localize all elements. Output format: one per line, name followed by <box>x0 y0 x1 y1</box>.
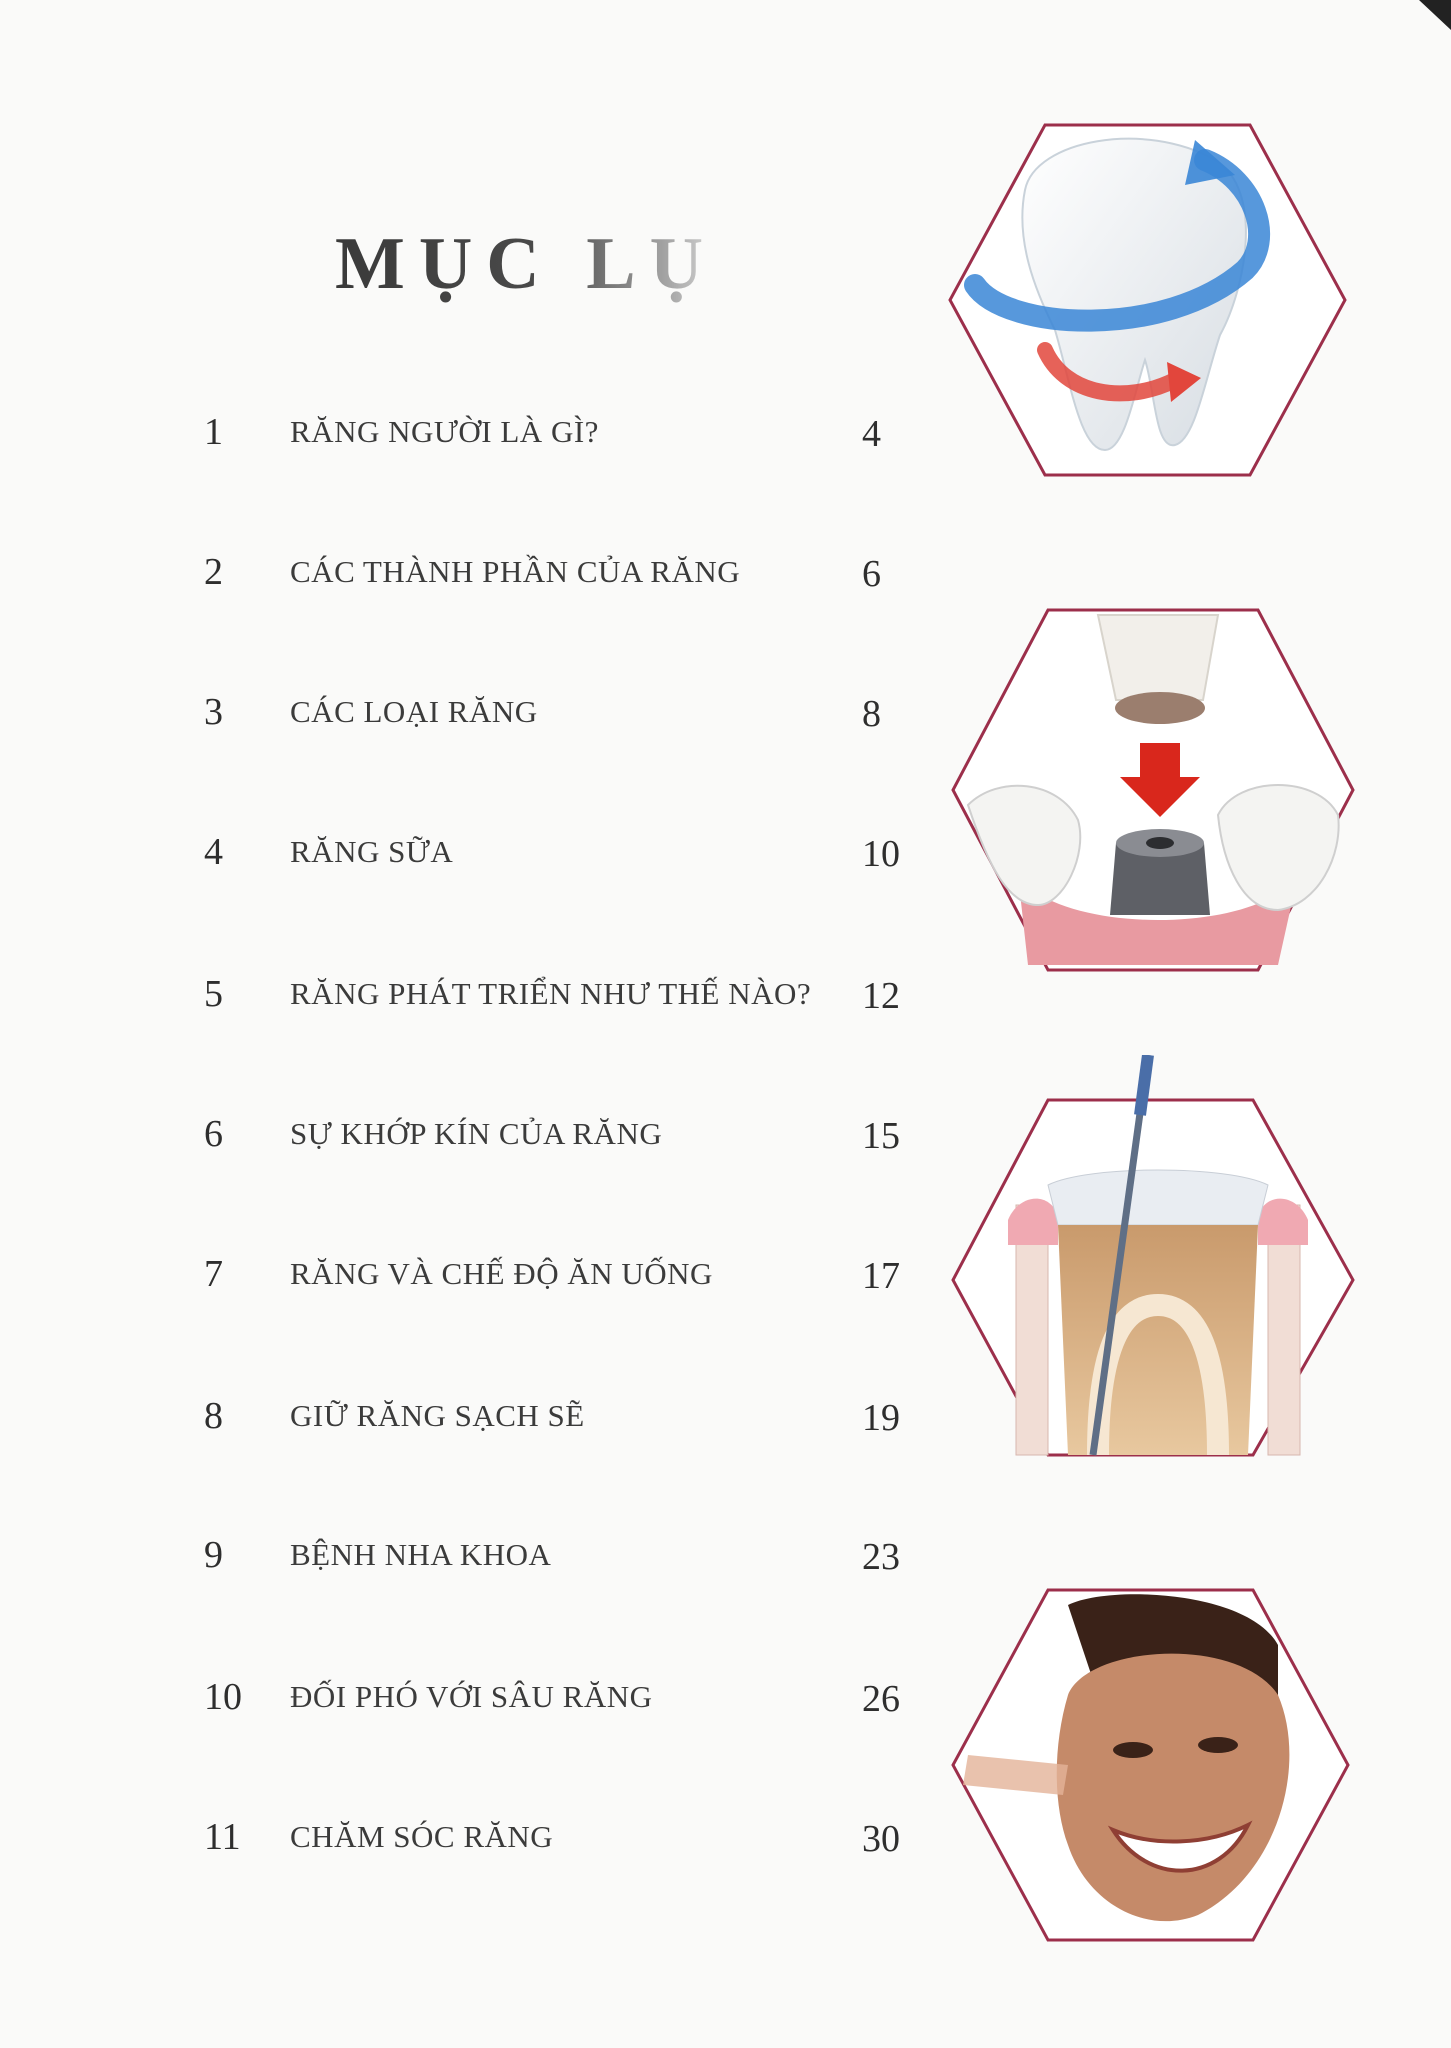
toc-entry-page: 6 <box>862 553 881 595</box>
toc-entry-number: 9 <box>204 1534 223 1576</box>
toc-entry-label: GIỮ RĂNG SẠCH SẼ <box>290 1398 585 1433</box>
toc-entry-page: 26 <box>862 1678 900 1720</box>
toc-entry <box>0 1252 940 1322</box>
toc-entry-page: 8 <box>862 693 881 735</box>
toc-entry-page: 10 <box>862 833 900 875</box>
left-tooth <box>968 786 1080 905</box>
toc-entry-label: CHĂM SÓC RĂNG <box>290 1819 554 1854</box>
toc-entry-number: 6 <box>204 1113 223 1155</box>
toc-entry-page: 15 <box>862 1115 900 1157</box>
toc-entry-number: 11 <box>204 1816 241 1858</box>
crown-cavity <box>1115 692 1205 724</box>
toc-entry-label: ĐỐI PHÓ VỚI SÂU RĂNG <box>290 1679 653 1714</box>
right-eye <box>1198 1737 1238 1753</box>
toc-entry <box>0 1815 940 1885</box>
toc-entry <box>0 550 940 620</box>
toc-entry-page: 23 <box>862 1536 900 1578</box>
toc-entry <box>0 830 940 900</box>
crown <box>1098 615 1218 700</box>
toc-entry-number: 2 <box>204 551 223 593</box>
toc-entry <box>0 1394 940 1464</box>
toc-entry-page: 12 <box>862 975 900 1017</box>
toc-entry-number: 1 <box>204 411 223 453</box>
toc-entry-label: SỰ KHỚP KÍN CỦA RĂNG <box>290 1116 663 1151</box>
toc-entry-number: 7 <box>204 1253 223 1295</box>
toc-entry <box>0 1112 940 1182</box>
page-title: MỤC LỤ <box>335 222 755 307</box>
toc-entry-page: 4 <box>862 413 881 455</box>
toc-entry-label: RĂNG PHÁT TRIỂN NHƯ THẾ NÀO? <box>290 976 812 1011</box>
smiling-woman-illustration <box>948 1585 1353 1945</box>
toc-entry-label: RĂNG SỮA <box>290 834 454 869</box>
dental-crown-implant-illustration <box>948 605 1358 975</box>
toc-entry-number: 8 <box>204 1395 223 1437</box>
toc-entry-label: RĂNG NGƯỜI LÀ GÌ? <box>290 414 599 449</box>
file-handle <box>1140 1055 1148 1115</box>
toc-entry-page: 17 <box>862 1255 900 1297</box>
toc-entry-label: CÁC LOẠI RĂNG <box>290 694 538 729</box>
toc-entry-label: RĂNG VÀ CHẾ ĐỘ ĂN UỐNG <box>290 1256 713 1291</box>
toc-entry <box>0 690 940 760</box>
toc-entry-label: BỆNH NHA KHOA <box>290 1537 552 1572</box>
toc-entry-number: 3 <box>204 691 223 733</box>
toc-entry <box>0 1675 940 1745</box>
toc-entry-number: 10 <box>204 1676 242 1718</box>
toc-entry <box>0 972 940 1042</box>
toc-entry <box>0 410 940 480</box>
toc-entry-page: 30 <box>862 1818 900 1860</box>
toc-entry <box>0 1533 940 1603</box>
page-corner-mark <box>1411 0 1451 40</box>
toc-entry-number: 5 <box>204 973 223 1015</box>
left-eye <box>1113 1742 1153 1758</box>
root-canal-illustration <box>948 1055 1358 1460</box>
tooth-rotation-illustration <box>945 120 1350 480</box>
toc-entry-label: CÁC THÀNH PHẦN CỦA RĂNG <box>290 554 741 589</box>
tooth-enamel <box>1048 1170 1268 1225</box>
toc-entry-page: 19 <box>862 1397 900 1439</box>
toc-entry-number: 4 <box>204 831 223 873</box>
implant-hole <box>1146 837 1174 849</box>
